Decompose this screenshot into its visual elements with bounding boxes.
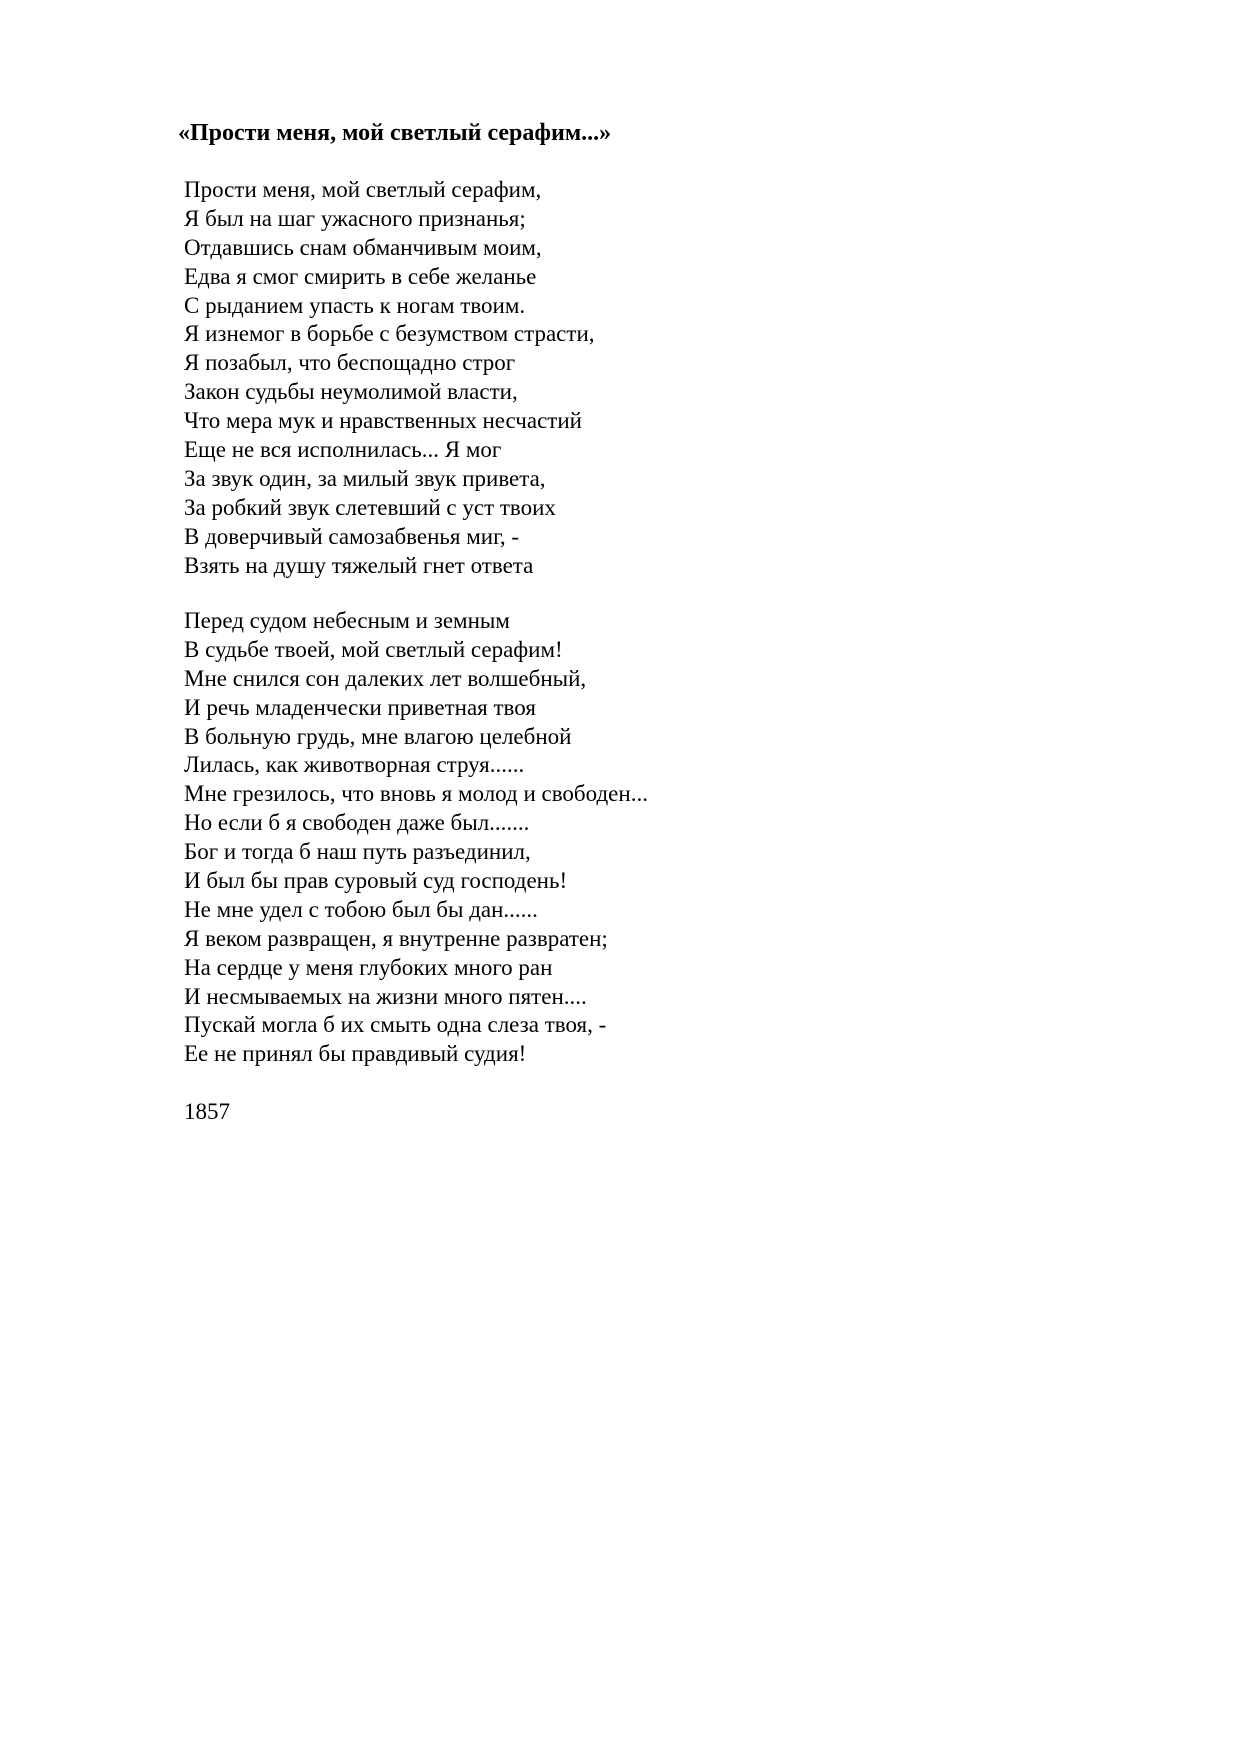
poem-line: Но если б я свободен даже был....... bbox=[184, 810, 530, 836]
stanza-2 bbox=[184, 607, 648, 1069]
poem-line: Перед судом небесным и земным bbox=[184, 608, 510, 633]
poem-line: С рыданием упасть к ногам твоим. bbox=[184, 292, 526, 318]
poem-line: Я веком развращен, я внутренне развратен; bbox=[184, 925, 608, 951]
poem-line: Взять на душу тяжелый гнет ответа bbox=[184, 552, 534, 578]
poem-line: Я позабыл, что беспощадно строг bbox=[184, 350, 516, 376]
poem-line: Прости меня, мой светлый серафим, bbox=[184, 177, 542, 202]
poem-line: За звук один, за милый звук привета, bbox=[184, 465, 546, 491]
stanza-1 bbox=[184, 176, 595, 580]
poem-line: Едва я смог смирить в себе желанье bbox=[184, 263, 537, 289]
poem-line: И речь младенчески приветная твоя bbox=[184, 694, 536, 720]
poem-line: Я изнемог в борьбе с безумством страсти, bbox=[184, 321, 595, 347]
poem-line: На сердце у меня глубоких много ран bbox=[184, 954, 553, 980]
poem-line: Не мне удел с тобою был бы дан...... bbox=[184, 896, 538, 922]
poem-line: Ее не принял бы правдивый судия! bbox=[184, 1041, 527, 1067]
poem-line: Мне грезилось, что вновь я молод и свободен... bbox=[184, 781, 648, 807]
poem-line: Бог и тогда б наш путь разъединил, bbox=[184, 839, 531, 865]
poem-line: И несмываемых на жизни много пятен.... bbox=[184, 983, 587, 1009]
poem-date: 1857 bbox=[184, 1099, 230, 1124]
poem-line: Отдавшись снам обманчивым моим, bbox=[184, 234, 542, 260]
poem-line: Лилась, как животворная струя...... bbox=[184, 752, 525, 778]
poem-line: В судьбе твоей, мой светлый серафим! bbox=[184, 636, 563, 662]
poem-line: Что мера мук и нравственных несчастий bbox=[184, 408, 582, 434]
poem-line: И был бы прав суровый суд господень! bbox=[184, 868, 568, 894]
poem-line: В больную грудь, мне влагою целебной bbox=[184, 723, 572, 749]
poem-line: Еще не вся исполнилась... Я мог bbox=[184, 437, 502, 463]
poem-title: «Прости меня, мой светлый серафим...» bbox=[178, 120, 612, 146]
poem-line: Закон судьбы неумолимой власти, bbox=[184, 379, 518, 405]
poem-line: Пускай могла б их смыть одна слеза твоя, - bbox=[184, 1012, 607, 1038]
poem-line: Мне снился сон далеких лет волшебный, bbox=[184, 665, 587, 691]
poem-line: За робкий звук слетевший с уст твоих bbox=[184, 494, 556, 520]
poem-line: Я был на шаг ужасного признанья; bbox=[184, 205, 526, 231]
poem-line: В доверчивый самозабвенья миг, - bbox=[184, 523, 520, 549]
